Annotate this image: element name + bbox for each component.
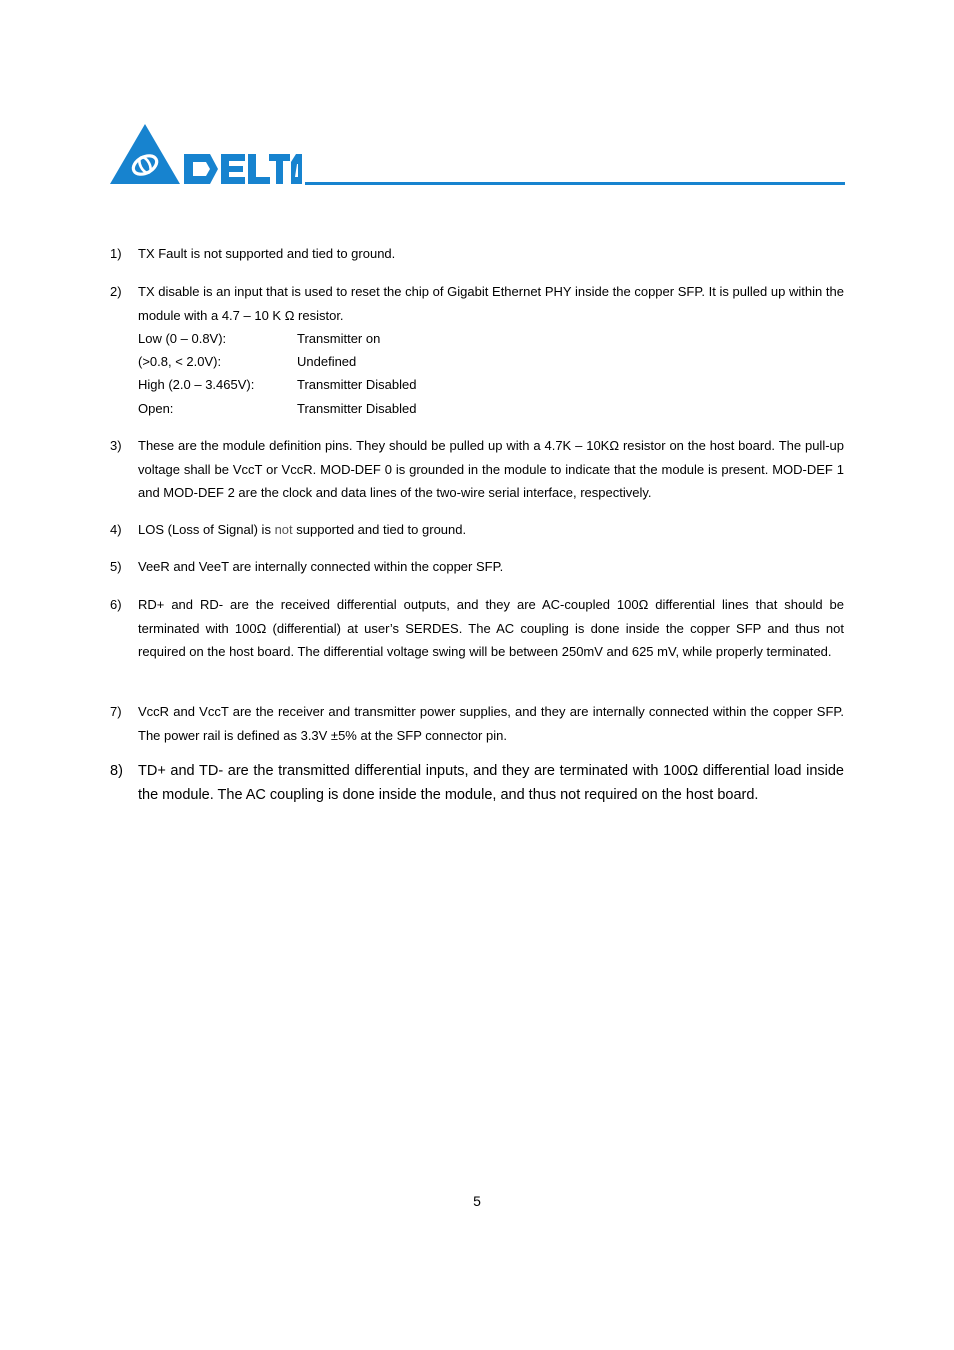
- level-input: Low (0 – 0.8V):: [138, 331, 227, 346]
- note-number: 8): [110, 763, 123, 779]
- level-state: Transmitter on: [297, 331, 381, 346]
- delta-logo: [110, 124, 302, 186]
- note-text: VccR and VccT are the receiver and transmitter power supplies, and they are internally connected within the copper SFP. The power rail is defined as 3.3V ±5% at the SFP connector pin.: [138, 704, 844, 743]
- note-4: [110, 518, 844, 542]
- level-row: [138, 350, 844, 373]
- note-1: [110, 242, 844, 266]
- note-number: 4): [110, 522, 122, 537]
- note-number: 5): [110, 559, 122, 574]
- note-text: LOS (Loss of Signal) is not supported and tied to ground.: [138, 522, 467, 537]
- note-number: 3): [110, 438, 122, 453]
- level-row: [138, 397, 844, 420]
- level-input: High (2.0 – 3.465V):: [138, 377, 255, 393]
- note-2: [110, 280, 844, 420]
- note-3: [110, 434, 844, 505]
- note-text: TD+ and TD- are the transmitted differential inputs, and they are terminated with 100Ω differential load inside the module. The AC coupling is done inside the module, and thus not required on the host board.: [138, 763, 844, 803]
- note-6: [110, 593, 844, 664]
- note-text: TX disable is an input that is used to reset the chip of Gigabit Ethernet PHY inside the copper SFP. It is pulled up within the module with a 4.7 – 10 K Ω resistor.: [138, 284, 844, 323]
- level-state: Transmitter Disabled: [297, 400, 417, 416]
- note-number: 6): [110, 597, 122, 612]
- level-state: Undefined: [297, 354, 357, 370]
- note-7: [110, 700, 844, 747]
- note-number: 7): [110, 704, 122, 719]
- level-input: (>0.8, < 2.0V):: [138, 354, 222, 370]
- note-text: These are the module definition pins. They should be pulled up with a 4.7K – 10KΩ resistor on the host board. The pull-up voltage shall be VccT or VccR. MOD-DEF 0 is grounded in the module to indicate that the module is present. MOD-DEF 1 and MOD-DEF 2 are the clock and data lines of the two-wire serial interface, respectively.: [138, 438, 844, 500]
- note-text: RD+ and RD- are the received differential outputs, and they are AC-coupled 100Ω differential lines that should be terminated with 100Ω (differential) at user’s SERDES. The AC coupling is done inside the copper SFP and thus not required on the host board. The differential voltage swing will be between 250mV and 625 mV, while properly terminated.: [138, 597, 844, 659]
- level-input: Open:: [138, 400, 174, 416]
- note-number: 1): [110, 246, 122, 261]
- note-text: VeeR and VeeT are internally connected within the copper SFP.: [138, 559, 504, 574]
- level-state: Transmitter Disabled: [297, 377, 417, 393]
- note-8: [110, 760, 844, 807]
- level-row: [138, 373, 844, 396]
- level-row: [138, 327, 844, 350]
- page-number: 5: [473, 1193, 481, 1209]
- header-rule: [305, 182, 845, 185]
- note-number: 2): [110, 284, 122, 299]
- note-text: TX Fault is not supported and tied to ground.: [138, 246, 396, 261]
- note-5: [110, 555, 844, 579]
- tx-disable-levels: [138, 327, 844, 420]
- delta-logo-icon: [110, 124, 302, 186]
